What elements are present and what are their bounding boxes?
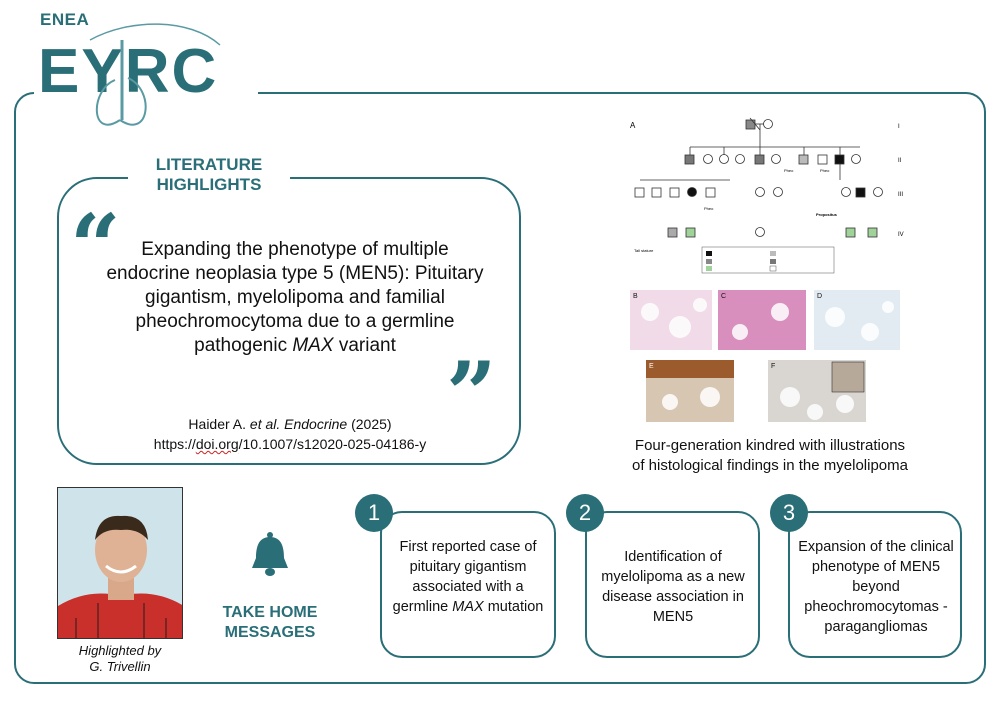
- citation-journal: et al. Endocrine: [249, 416, 348, 432]
- paper-title: [100, 238, 490, 358]
- figure-caption: [600, 436, 940, 476]
- logo-eyrc-text: EYRC: [38, 37, 219, 106]
- panel-label-a: A: [630, 121, 636, 130]
- open-quote-icon: “: [70, 194, 121, 298]
- message-1-text: First reported case of pituitary gigantism associated with a germline: [392, 539, 537, 615]
- paper-title-gene: MAX: [292, 335, 334, 356]
- take-home-title: [210, 603, 330, 643]
- message-1-tail: mutation: [483, 599, 544, 615]
- message-text-2: [593, 547, 753, 627]
- message-2-text: Identification of myelolipoma as a new disease association in MEN5: [601, 549, 745, 625]
- panel-label-b: B: [633, 293, 638, 300]
- message-text-3: [793, 537, 959, 637]
- pheo-label-1: Pheo: [784, 168, 794, 173]
- citation-year: (2025): [347, 416, 392, 432]
- doi-host: doi.org: [195, 436, 239, 452]
- message-1-gene: MAX: [452, 599, 484, 615]
- generation-label-2: II: [898, 158, 902, 164]
- message-number-2: 2: [566, 494, 604, 532]
- doi-suffix: /10.1007/s12020-025-04186-y: [238, 436, 427, 452]
- citation: [90, 414, 490, 454]
- portrait-graphic: [58, 488, 183, 639]
- citation-authors: Haider A.: [188, 416, 250, 432]
- doi-prefix: https://: [153, 436, 196, 452]
- pheo-label-3: Pheo: [704, 206, 714, 211]
- caption-line-2: of histological findings in the myelolipoma: [632, 457, 908, 474]
- propositus-label: Propositus: [816, 212, 837, 217]
- paper-title-tail: variant: [333, 335, 396, 356]
- bell-icon: [248, 530, 292, 580]
- generation-label-4: IV: [898, 232, 904, 238]
- histology-panel-c: [718, 290, 806, 350]
- take-home-line-2: MESSAGES: [224, 624, 316, 641]
- logo-swirl-icon: [60, 20, 230, 140]
- pedigree-legend: [702, 247, 834, 273]
- photo-caption-line-2: G. Trivellin: [89, 659, 151, 674]
- logo-enea-text: ENEA: [40, 10, 90, 29]
- figure-graphic: [620, 112, 910, 427]
- pheo-label-2: Pheo: [820, 168, 830, 173]
- title-line-1: LITERATURE: [155, 155, 263, 174]
- literature-highlights-title: [128, 155, 290, 195]
- caption-line-1: Four-generation kindred with illustrations: [634, 437, 906, 454]
- generation-label-1: I: [898, 124, 900, 130]
- close-quote-icon: ”: [446, 342, 497, 446]
- panel-label-c: C: [721, 293, 727, 300]
- message-3-text: Expansion of the clinical phenotype of MEN5 beyond pheochromocytomas -paragangliomas: [798, 539, 954, 635]
- photo-caption: [48, 643, 192, 675]
- tall-stature-label: Tall stature: [634, 248, 654, 253]
- take-home-line-1: TAKE HOME: [222, 604, 318, 621]
- panel-label-e: E: [649, 363, 654, 370]
- panel-label-d: D: [817, 293, 823, 300]
- message-number-1: 1: [355, 494, 393, 532]
- generation-label-3: III: [898, 192, 904, 198]
- citation-link[interactable]: [154, 436, 426, 452]
- pedigree-histology-figure: [620, 112, 910, 427]
- message-text-1: [388, 537, 548, 617]
- highlighter-photo: [57, 487, 183, 639]
- title-line-2: HIGHLIGHTS: [156, 175, 262, 194]
- panel-label-f: F: [771, 363, 776, 370]
- message-number-3: 3: [770, 494, 808, 532]
- paper-title-text: Expanding the phenotype of multiple endocrine neoplasia type 5 (MEN5): Pituitary gigantism, myelolipoma and familial pheochromocytoma due to a germline pathogenic: [106, 239, 484, 356]
- photo-caption-line-1: Highlighted by: [78, 643, 162, 658]
